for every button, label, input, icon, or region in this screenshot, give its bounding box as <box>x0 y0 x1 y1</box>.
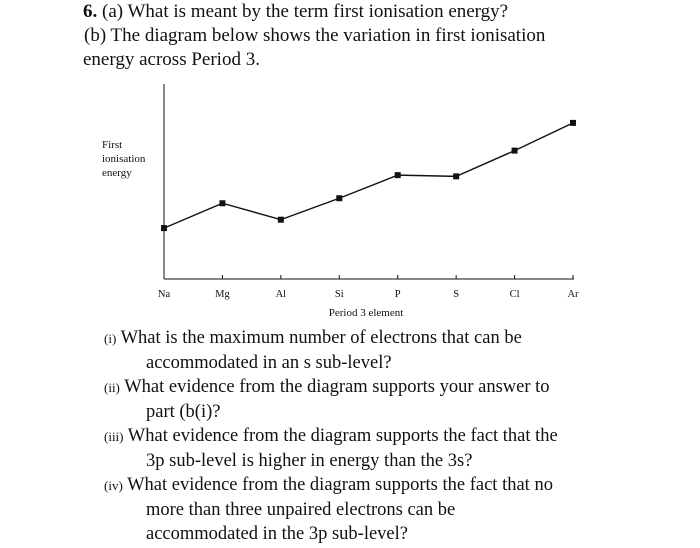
subquestion-iii-line1: What evidence from the diagram supports the fact that the <box>127 426 558 446</box>
series-line <box>164 123 573 228</box>
subquestion-ii-line1: What evidence from the diagram supports your answer to <box>124 377 550 397</box>
subquestion-i-line2: accommodated in an s sub-level? <box>146 353 392 373</box>
x-tick-label-al: Al <box>275 289 287 300</box>
data-point-p <box>395 172 401 178</box>
subquestion-iv-line1: What evidence from the diagram supports the fact that no <box>127 475 553 495</box>
subquestion-ii <box>104 375 684 424</box>
x-tick-label-s: S <box>453 289 460 300</box>
data-point-si <box>336 195 342 201</box>
x-axis-label: Period 3 element <box>328 307 404 319</box>
x-tick-label-si: Si <box>334 289 344 300</box>
subquestion-i-number: (i) <box>104 331 117 346</box>
subquestion-iii-number: (iii) <box>104 429 124 444</box>
x-tick-label-ar: Ar <box>567 289 579 300</box>
subquestion-iv <box>104 473 684 546</box>
subquestion-i-line1: What is the maximum number of electrons that can be <box>120 328 522 348</box>
x-tick-label-mg: Mg <box>215 289 230 300</box>
subquestion-i <box>104 326 684 375</box>
data-point-mg <box>219 200 225 206</box>
data-point-ar <box>570 120 576 126</box>
part-b-text-line1: (b) The diagram below shows the variation in first ionisation <box>84 25 546 46</box>
subquestion-iii <box>104 424 684 473</box>
subquestion-ii-line2: part (b(i)? <box>146 402 221 422</box>
y-axis-label-line2: ionisation <box>102 153 146 165</box>
x-tick-label-na: Na <box>157 289 171 300</box>
subquestion-ii-number: (ii) <box>104 380 120 395</box>
data-point-na <box>161 225 167 231</box>
y-axis-label-line1: First <box>102 139 123 151</box>
x-tick-label-cl: Cl <box>509 289 520 300</box>
subquestion-iv-line2: more than three unpaired electrons can be <box>146 500 456 520</box>
subquestion-iv-number: (iv) <box>104 478 123 493</box>
data-point-al <box>278 217 284 223</box>
part-a-text: (a) What is meant by the term first ionisation energy? <box>102 1 509 22</box>
data-point-cl <box>512 148 518 154</box>
part-b-text-line2: energy across Period 3. <box>83 49 260 70</box>
question-number: 6. <box>83 1 98 22</box>
x-tick-label-p: P <box>394 289 401 300</box>
subquestion-iv-line3: accommodated in the 3p sub-level? <box>146 524 408 544</box>
data-point-s <box>453 173 459 179</box>
y-axis-label-line3: energy <box>102 167 132 179</box>
subquestion-iii-line2: 3p sub-level is higher in energy than the 3s? <box>146 451 473 471</box>
